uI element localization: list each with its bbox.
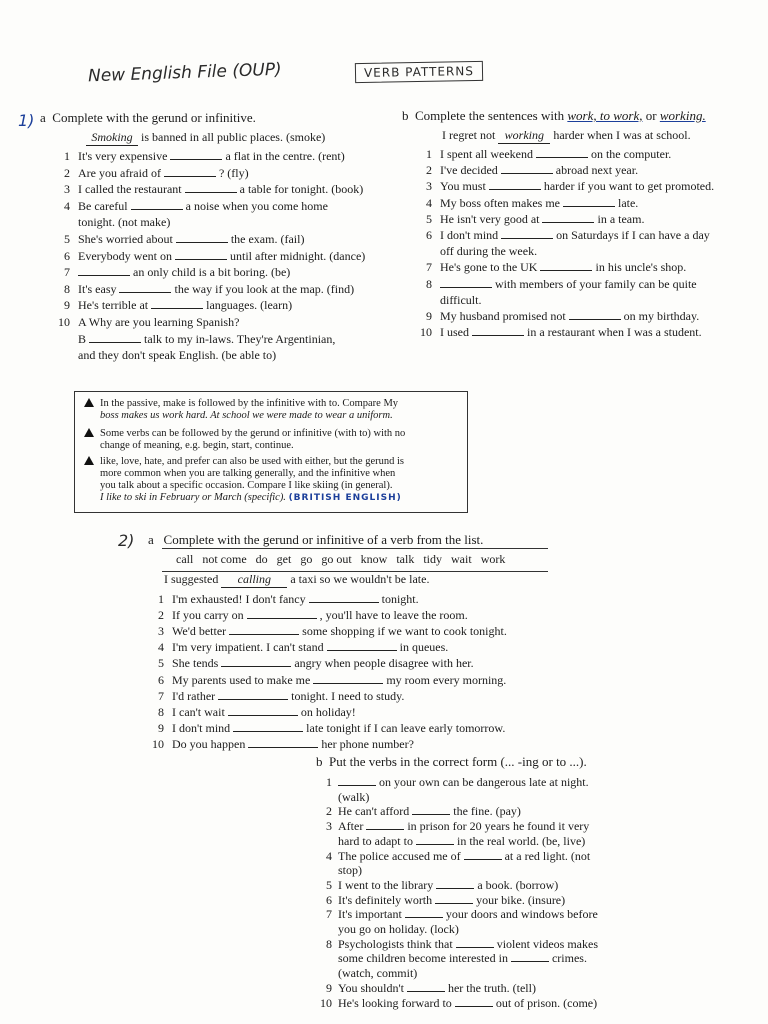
item-text: late. [617,195,639,210]
note-text: I like to ski in February or March (specific). [100,492,286,503]
item-text: After [338,819,364,834]
exercise-item [146,656,474,671]
item-number: 8 [426,276,432,291]
item-number: 2 [64,165,70,180]
item-text: on your own can be dangerous late at night. [379,775,589,789]
title-text: New English File (OUP) [87,59,282,87]
item-number: 2 [326,804,332,819]
item-text: in the real world. (be, live) [456,833,586,848]
item-number: 8 [326,936,332,951]
ex2b-heading [316,754,587,770]
exercise-item [414,179,714,194]
ex1b-heading [402,108,706,124]
item-text: tonight. I need to study. [291,688,405,703]
exercise-item [414,163,638,178]
answer-blank[interactable] [455,996,493,1007]
item-text: You must [440,179,486,194]
ex1a-instruction: Complete with the gerund or infinitive. [52,110,256,125]
item-text: (walk) [338,789,370,804]
item-text: I'm exhausted! I don't fancy [172,592,306,606]
answer-blank[interactable] [456,937,494,948]
exercise-item [318,804,521,819]
exercise-item [146,737,414,752]
answer-blank[interactable] [489,179,541,190]
item-number: 10 [320,995,332,1010]
item-text: Everybody went on [78,248,172,263]
ex1b-letter: b [402,108,409,123]
answer-blank[interactable] [164,166,216,177]
item-text: difficult. [440,292,482,307]
item-text: the exam. (fail) [230,232,305,246]
exercise-item [52,182,363,197]
exercise-item [52,166,249,181]
item-text: in his uncle's shop. [595,260,687,275]
exercise-item [52,265,290,280]
answer-blank[interactable] [436,878,474,889]
answer-blank[interactable] [119,282,171,293]
warning-icon [84,456,94,465]
item-text: talk to my in-laws. They're Argentinian, [144,331,336,346]
exercise-item [52,199,328,214]
item-text: until after midnight. (dance) [229,248,366,263]
warning-icon [84,398,94,407]
item-text: If you carry on [172,608,244,623]
note-text: change of meaning, e.g. begin, start, continue. [100,440,294,451]
answer-blank[interactable] [563,196,615,207]
item-text: your bike. (insure) [476,892,566,907]
note-line [84,456,404,468]
answer-blank[interactable] [229,624,299,635]
worksheet-title [88,60,282,87]
exercise-item [414,196,638,211]
answer-blank[interactable] [170,149,222,160]
example-pre: I regret not [442,128,496,142]
answer-blank[interactable] [542,212,594,223]
item-text: It's very expensive [78,149,168,163]
answer-blank[interactable] [175,249,227,260]
exercise-item [318,834,585,849]
answer-blank[interactable] [151,298,203,309]
item-text: The police accused me of [338,848,461,863]
exercise-item [318,790,369,805]
item-text: He's gone to the UK [440,260,538,275]
exercise-item [318,996,597,1011]
item-text: She's worried about [78,232,173,246]
item-text: I don't mind [172,720,231,735]
item-text: in queues. [399,640,449,655]
item-text: a book. (borrow) [477,877,559,892]
item-text: in a restaurant when I was a student. [527,325,702,340]
item-text: and they don't speak English. (be able to) [78,348,277,363]
item-text: out of prison. (come) [495,995,598,1010]
exercise-item [52,232,304,247]
example-answer: working [498,128,550,144]
item-number: 10 [420,325,432,340]
item-text: I don't mind [440,228,499,242]
item-text: on the computer. [590,147,672,161]
item-number: 9 [64,298,70,313]
word-option: tidy [423,552,443,566]
exercise-item [414,277,697,292]
answer-blank[interactable] [435,893,473,904]
item-text: some children become interested in [338,951,508,966]
item-text: stop) [338,863,362,878]
item-text: You shouldn't [338,980,404,995]
item-text: the way if you look at the map. (find) [174,281,355,296]
item-number: 8 [158,704,164,719]
item-text: tonight. (not make) [78,215,171,230]
item-text: violent videos makes [496,936,599,951]
answer-blank[interactable] [511,951,549,962]
example-post: harder when I was at school. [553,128,691,142]
exercise-item [414,212,644,227]
item-text: He isn't very good at [440,211,540,226]
item-number: 3 [158,624,164,639]
item-text: I used [440,325,469,340]
exercise-item [414,244,537,259]
exercise-item [318,937,598,952]
item-number: 1 [326,775,332,789]
item-text: her the truth. (tell) [447,980,536,995]
exercise-item [146,673,506,688]
answer-blank[interactable] [89,332,141,343]
item-number: 4 [158,640,164,655]
item-text: A Why are you learning Spanish? [78,315,240,329]
item-number: 1 [426,147,432,161]
answer-blank[interactable] [405,907,443,918]
note-line [100,440,294,452]
exercise-item [414,147,671,162]
ex2b-instruction: Put the verbs in the correct form (... -ing or to ...). [329,754,587,769]
exercise-item [146,592,419,607]
answer-blank[interactable] [176,232,228,243]
item-number: 3 [64,182,70,197]
answer-blank[interactable] [233,721,303,732]
ex2a-example [164,572,429,588]
item-text: I can't wait [172,704,225,719]
note-text: you talk about a specific occasion. Compare I like skiing (in general). [100,480,393,491]
item-text: (watch, commit) [338,966,418,981]
item-number: 1 [158,592,164,606]
item-text: I spent all weekend [440,147,533,161]
word-option: talk [396,552,415,566]
item-number: 1 [64,149,70,163]
item-text: I'd rather [172,688,216,703]
item-number: 2 [426,163,432,178]
exercise-item [146,721,505,736]
item-text: I called the restaurant [78,182,182,197]
answer-blank[interactable] [247,608,317,619]
item-text: abroad next year. [555,163,639,178]
exercise-item [318,981,536,996]
item-text: a flat in the centre. (rent) [225,149,345,163]
example-answer: calling [221,572,287,588]
example-text: is banned in all public places. (smoke) [141,130,326,144]
ex2b-letter: b [316,754,323,769]
item-number: 9 [426,309,432,323]
item-text: in prison for 20 years he found it very [407,819,590,834]
item-text: Do you happen [172,736,246,751]
item-text: He can't afford [338,804,410,819]
item-number: 6 [64,248,70,263]
word-option: not come [202,552,247,566]
example-post: a taxi so we wouldn't be late. [290,572,430,586]
exercise-item [52,332,335,347]
answer-blank[interactable] [218,689,288,700]
exercise-item [318,907,598,922]
note-text: more common when you are talking generally, and the infinitive when [100,468,396,479]
item-text: I'm very impatient. I can't stand [172,640,324,655]
item-text: you go on holiday. (lock) [338,922,459,936]
answer-blank[interactable] [313,673,383,684]
ex2-marker [118,531,134,550]
exercise-item [146,608,468,623]
answer-blank[interactable] [440,277,492,288]
answer-blank[interactable] [501,228,553,239]
answer-blank[interactable] [412,804,450,815]
handwritten-annotation: (BRITISH ENGLISH) [288,493,402,503]
answer-blank[interactable] [540,260,592,271]
item-text: He's terrible at [78,298,149,313]
item-text: crimes. [551,951,587,966]
answer-blank[interactable] [131,199,183,210]
answer-blank[interactable] [416,834,454,845]
item-text: an only child is a bit boring. (be) [133,265,291,280]
answer-blank[interactable] [248,737,318,748]
item-text: angry when people disagree with her. [294,656,474,671]
item-text: I've decided [440,163,498,178]
item-number: 7 [326,907,332,922]
exercise-item [52,149,345,164]
item-text: a noise when you come home [185,198,328,213]
word-option: get [276,552,292,566]
item-text: hard to adapt to [338,833,413,848]
note-line [100,468,395,480]
item-number: 3 [426,179,432,194]
item-number: 2 [158,608,164,623]
answer-blank[interactable] [569,309,621,320]
item-text: She tends [172,656,219,671]
item-text: Be careful [78,198,128,213]
exercise-item [318,878,558,893]
ex2a-instruction: Complete with the gerund or infinitive of a verb from the list. [163,532,484,547]
exercise-item [146,640,448,655]
item-text: with members of your family can be quite [495,276,697,291]
word-option: work [480,552,506,566]
item-text: It's easy [78,281,117,296]
item-text: on Saturdays if I can have a day [556,228,710,242]
item-text: Are you afraid of [78,165,161,180]
item-text: B [78,331,87,346]
exercise-item [318,893,565,908]
example-answer: Smoking [86,130,138,146]
item-number: 6 [426,228,432,242]
exercise-item [146,689,404,704]
item-text: late tonight if I can leave early tomorrow. [306,720,506,735]
word-option: do [255,552,268,566]
exercise-item [146,705,356,720]
item-text: in a team. [597,211,645,226]
item-number: 5 [426,211,432,226]
answer-blank[interactable] [472,325,524,336]
item-text: We'd better [172,624,227,639]
answer-blank[interactable] [407,981,445,992]
exercise-item [52,249,365,264]
item-number: 3 [326,819,332,834]
exercise-item [52,315,239,330]
item-number: 8 [64,281,70,296]
item-text: her phone number? [321,736,414,751]
exercise-item [318,951,587,966]
ex2a-heading [148,532,483,548]
example-pre: I suggested [164,572,219,586]
ex2a-letter: a [148,532,154,547]
word-option: call [176,552,194,566]
item-text: , you'll have to leave the room. [319,608,468,623]
note-line [84,398,398,410]
item-number: 10 [58,315,70,329]
exercise-item [318,863,362,878]
item-number: 9 [326,980,332,995]
ex1a-example [86,130,325,146]
word-option: know [360,552,388,566]
item-text: tonight. [381,592,419,606]
item-number: 5 [326,877,332,892]
answer-blank[interactable] [185,182,237,193]
word-option: go out [321,552,352,566]
ex1a-heading [40,110,256,126]
ex1b-word-last: working. [659,108,706,123]
ex1b-instruction: Complete the sentences with [415,108,565,123]
answer-blank[interactable] [327,640,397,651]
item-text: languages. (learn) [206,298,293,313]
answer-blank[interactable] [228,705,298,716]
item-number: 7 [158,688,164,703]
note-text: boss makes us work hard. At school we were made to wear a uniform. [100,410,393,421]
answer-blank[interactable] [338,775,376,786]
note-text: Some verbs can be followed by the gerund or infinitive (with to) with no [100,428,406,439]
answer-blank[interactable] [536,147,588,158]
exercise-item [414,228,710,243]
item-number: 9 [158,720,164,735]
exercise-item [52,282,354,297]
answer-blank[interactable] [78,265,130,276]
ex1b-word-options: work, to work, [567,108,643,123]
ex1-marker [18,111,34,130]
item-text: Psychologists think that [338,936,453,951]
item-text: on holiday! [300,704,356,719]
item-text: a table for tonight. (book) [239,182,364,197]
word-list [176,552,514,567]
item-text: My boss often makes me [440,195,560,210]
exercise-item [52,298,292,313]
exercise-item [318,849,590,864]
answer-blank[interactable] [221,656,291,667]
exercise-item [414,325,702,340]
exercise-item [414,293,481,308]
item-number: 4 [326,848,332,863]
item-number: 4 [64,198,70,213]
item-text: my room every morning. [386,672,507,687]
item-number: 6 [326,892,332,907]
item-text: My husband promised not [440,309,566,323]
answer-blank[interactable] [501,163,553,174]
note-line [100,480,392,492]
item-number: 5 [64,232,70,246]
exercise-item [414,309,699,324]
note-line [100,492,402,504]
item-text: It's important [338,907,402,922]
note-line [100,410,393,422]
exercise-item [414,260,686,275]
item-number: 7 [426,260,432,275]
note-text: In the passive, make is followed by the infinitive with to. Compare My [100,398,399,409]
item-number: 5 [158,656,164,671]
exercise-item [52,348,276,363]
exercise-item [318,775,589,790]
ex1-number: 1) [18,111,35,130]
item-number: 7 [64,265,70,280]
item-text: It's definitely worth [338,892,433,907]
item-number: 6 [158,672,164,687]
item-number: 4 [426,195,432,210]
ex1a-letter: a [40,110,46,125]
item-text: He's looking forward to [338,995,452,1010]
word-option: go [300,552,313,566]
item-text: My parents used to make me [172,672,311,687]
note-line [84,428,405,440]
answer-blank[interactable] [309,592,379,603]
item-text: the fine. (pay) [453,804,521,819]
topic-text: VERB PATTERNS [363,64,475,80]
item-text: ? (fly) [218,165,249,180]
exercise-item [146,624,507,639]
item-text: your doors and windows before [445,907,598,922]
item-text: I went to the library [338,877,434,892]
exercise-item [52,215,170,230]
item-text: on my birthday. [623,309,700,323]
answer-blank[interactable] [464,849,502,860]
item-text: off during the week. [440,244,538,259]
answer-blank[interactable] [366,819,404,830]
warning-icon [84,428,94,437]
item-text: some shopping if we want to cook tonight. [302,624,507,639]
exercise-item [318,922,459,937]
word-option: wait [451,552,472,566]
ex1b-or: or [645,108,657,123]
ex2-number: 2) [118,531,135,550]
exercise-item [318,819,589,834]
exercise-item [318,966,417,981]
note-text: like, love, hate, and prefer can also be used with either, but the gerund is [100,456,404,467]
ex1b-example [442,128,691,144]
item-text: at a red light. (not [504,848,591,863]
item-text: harder if you want to get promoted. [543,179,715,194]
topic-box [355,61,483,83]
item-number: 10 [152,736,164,751]
